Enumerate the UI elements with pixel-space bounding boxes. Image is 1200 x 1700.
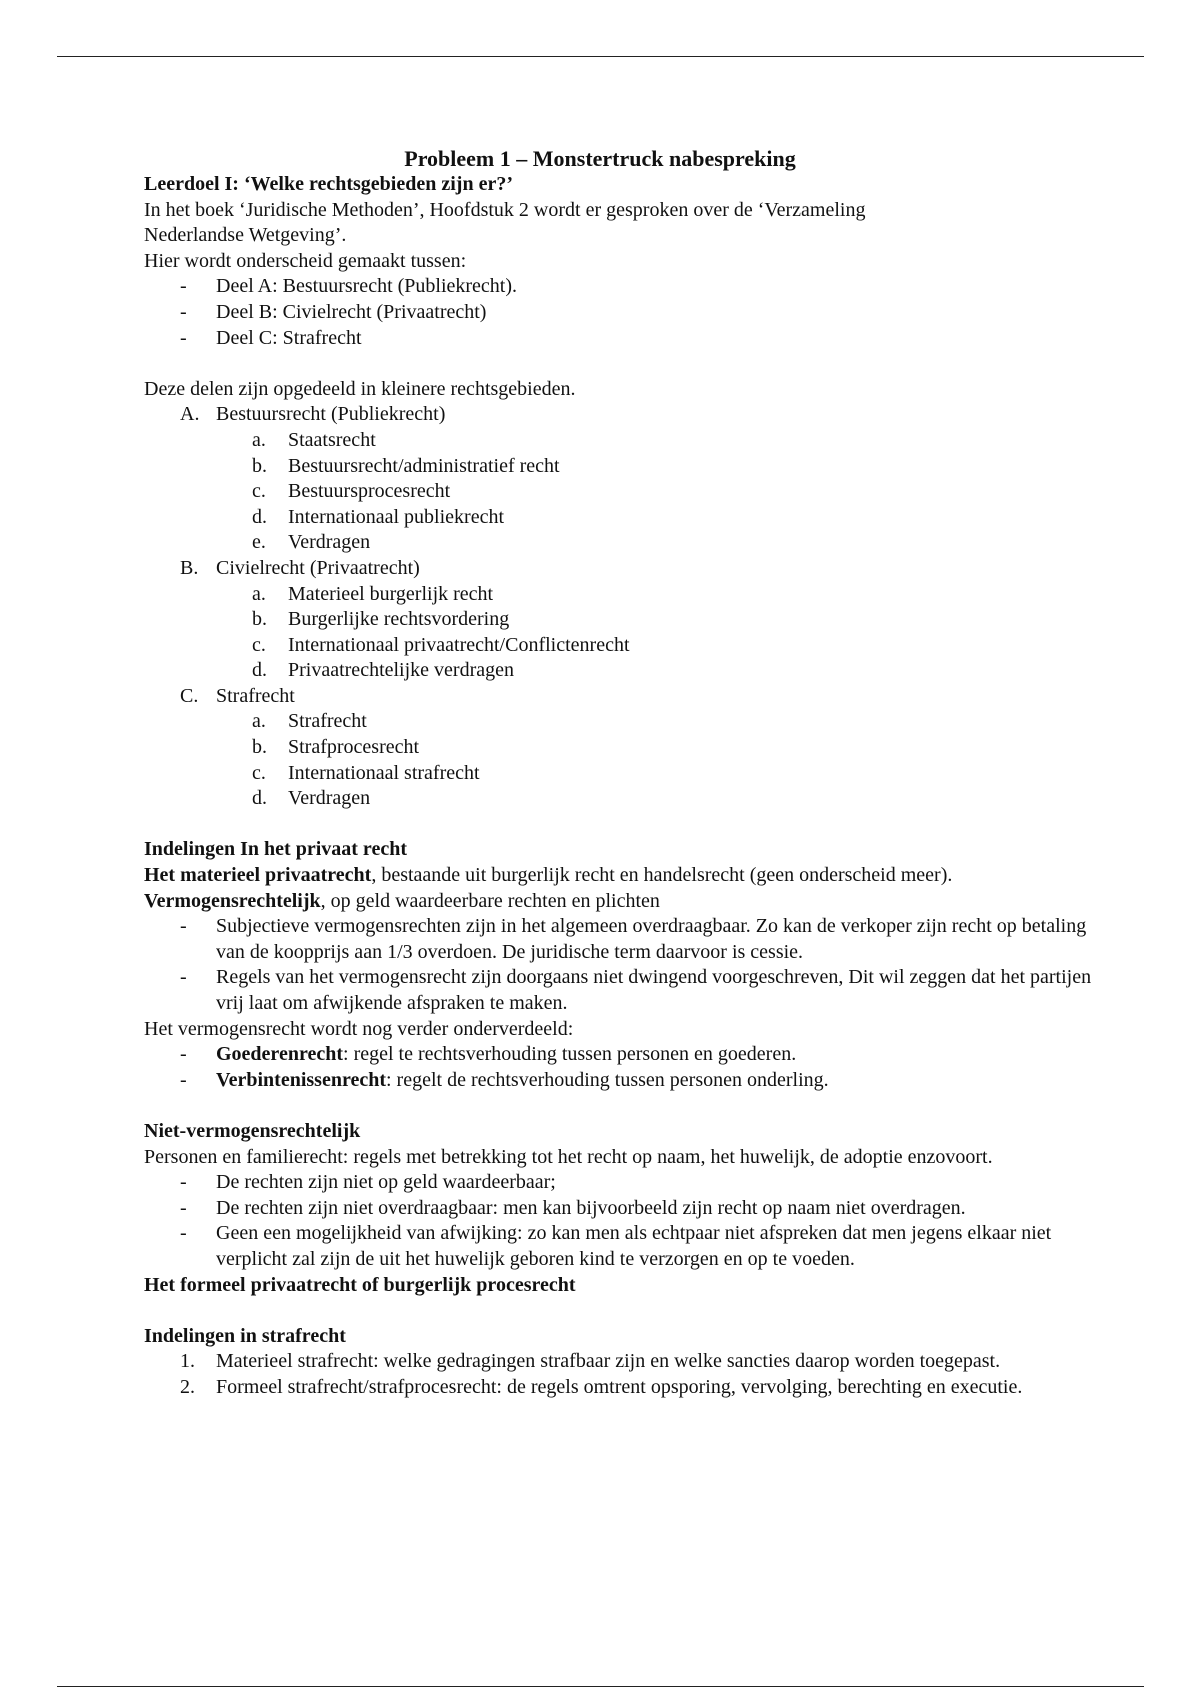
outline-item: a. Staatsrecht <box>252 428 376 451</box>
list-item: - Verbintenissenrecht: regelt de rechtsverhouding tussen personen onderling. <box>144 1068 1104 1094</box>
list-item: - Goederenrecht: regel te rechtsverhouding tussen personen en goederen. <box>144 1042 1104 1068</box>
list-item: - De rechten zijn niet overdraagbaar: men kan bijvoorbeeld zijn recht op naam niet overdragen. <box>144 1196 1104 1222</box>
intro-paragraph <box>144 198 1104 249</box>
strafrecht-heading: Indelingen in strafrecht <box>144 1324 346 1347</box>
delen-intro: Deze delen zijn opgedeeld in kleinere rechtsgebieden. <box>144 377 576 400</box>
list-item: - De rechten zijn niet op geld waardeerbaar; <box>144 1170 1104 1196</box>
outline-item: d. Privaatrechtelijke verdragen <box>252 659 514 682</box>
outline-item: b. Bestuursrecht/administratief recht <box>252 454 560 477</box>
outline-item: a. Materieel burgerlijk recht <box>252 582 494 605</box>
privaat-heading: Indelingen In het privaat recht <box>144 838 407 861</box>
outline-item: c. Internationaal strafrecht <box>252 761 480 784</box>
outline-item: d. Internationaal publiekrecht <box>252 505 505 528</box>
bullet-dash: - <box>180 300 187 323</box>
list-item: - Deel B: Civielrecht (Privaatrecht) <box>144 300 1104 326</box>
outline-item: a. Strafrecht <box>252 710 367 733</box>
sub-list <box>144 1042 1104 1093</box>
bullet-dash: - <box>180 1196 187 1219</box>
bullet-dash: - <box>180 1222 187 1245</box>
materieel-paragraph: Het materieel privaatrecht, bestaande uit burgerlijk recht en handelsrecht (geen onderscheid meer). <box>144 864 953 887</box>
bullet-dash: - <box>180 326 187 349</box>
bullet-dash: - <box>180 915 187 938</box>
list-item: - Geen een mogelijkheid van afwijking: zo kan men als echtpaar niet afspreken dat men jegens elkaar niet verplicht zal zijn de uit het huwelijk geboren kind te verzorgen en op te voeden. <box>144 1221 1104 1272</box>
bullet-dash: - <box>180 1043 187 1066</box>
bullet-dash: - <box>180 275 187 298</box>
intro-line: Nederlandse Wetgeving’. <box>144 224 347 247</box>
niet-vermogens-list <box>144 1170 1104 1272</box>
outline-item: b. Strafprocesrecht <box>252 736 420 759</box>
list-item: 2. Formeel strafrecht/strafprocesrecht: de regels omtrent opsporing, vervolging, berechting en executie. <box>180 1375 1023 1398</box>
outline-item: c. Internationaal privaatrecht/Conflictenrecht <box>252 633 630 656</box>
bullet-dash: - <box>180 1068 187 1091</box>
delen-list <box>144 274 1104 351</box>
bullet-dash: - <box>180 1171 187 1194</box>
outline-item: e. Verdragen <box>252 531 371 554</box>
onderscheid-text: Hier wordt onderscheid gemaakt tussen: <box>144 249 467 272</box>
outline-item: c. Bestuursprocesrecht <box>252 480 451 503</box>
niet-vermogens-heading: Niet-vermogensrechtelijk <box>144 1119 361 1142</box>
list-item: - Deel C: Strafrecht <box>144 326 1104 352</box>
outline-section: B. Civielrecht (Privaatrecht) <box>180 556 420 579</box>
vermogens-paragraph: Vermogensrechtelijk, op geld waardeerbare rechten en plichten <box>144 889 660 912</box>
list-item: - Deel A: Bestuursrecht (Publiekrecht). <box>144 274 1104 300</box>
bullet-dash: - <box>180 966 187 989</box>
list-item: - Regels van het vermogensrecht zijn doorgaans niet dwingend voorgeschreven, Dit wil zeggen dat het partijen vrij laat om afwijkende afspraken te maken. <box>144 965 1104 1016</box>
outline-item: d. Verdragen <box>252 787 371 810</box>
formeel-heading: Het formeel privaatrecht of burgerlijk procesrecht <box>144 1273 576 1296</box>
onderverdeeld-text: Het vermogensrecht wordt nog verder onderverdeeld: <box>144 1017 574 1040</box>
outline-section: C. Strafrecht <box>180 684 295 707</box>
niet-vermogens-intro: Personen en familierecht: regels met betrekking tot het recht op naam, het huwelijk, de adoptie enzovoort. <box>144 1145 993 1168</box>
footer-rule <box>57 1686 1144 1687</box>
list-item: - Subjectieve vermogensrechten zijn in het algemeen overdraagbaar. Zo kan de verkoper zijn recht op betaling van de koopprijs aan 1/3 overdoen. De juridische term daarvoor is cessie. <box>144 914 1104 965</box>
vermogens-list <box>144 914 1104 1016</box>
outline-item: b. Burgerlijke rechtsvordering <box>252 608 510 631</box>
rechtsgebieden-outline <box>144 402 1104 812</box>
page-title: Probleem 1 – Monstertruck nabespreking <box>404 146 796 171</box>
document-body <box>144 146 1104 1401</box>
strafrecht-list <box>144 1349 1104 1400</box>
outline-section: A. Bestuursrecht (Publiekrecht) <box>180 403 446 426</box>
intro-line: In het boek ‘Juridische Methoden’, Hoofdstuk 2 wordt er gesproken over de ‘Verzameling <box>144 198 866 221</box>
leerdoel-heading: Leerdoel I: ‘Welke rechtsgebieden zijn er?’ <box>144 173 513 195</box>
header-rule <box>57 56 1144 57</box>
list-item: 1. Materieel strafrecht: welke gedragingen strafbaar zijn en welke sancties daarop worden toegepast. <box>180 1350 1001 1373</box>
